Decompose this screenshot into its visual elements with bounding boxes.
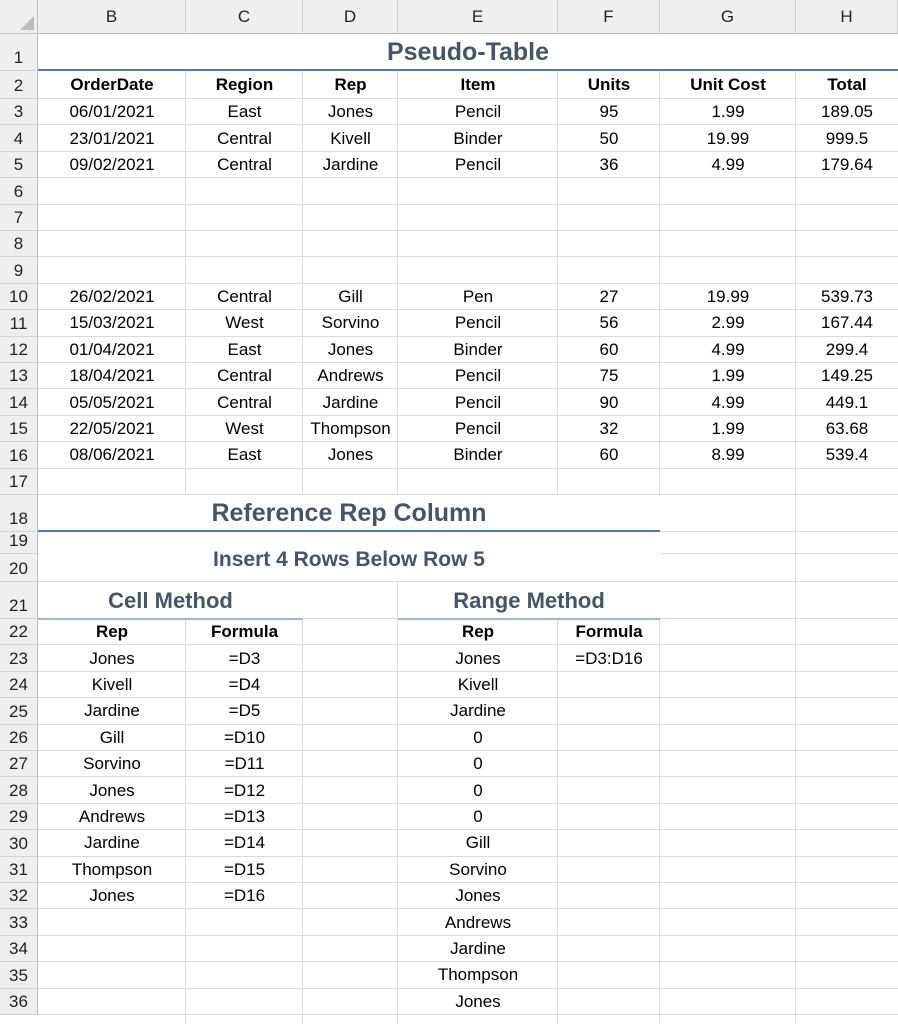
range-method-cell[interactable]: Jardine: [450, 938, 506, 958]
row-header-19[interactable]: 19: [0, 532, 38, 554]
table-cell[interactable]: 149.25: [821, 366, 873, 386]
table-cell[interactable]: 167.44: [821, 313, 873, 333]
table-header-cell[interactable]: Rep: [334, 75, 367, 94]
column-header-H[interactable]: H: [796, 0, 898, 34]
cell-method-title: Cell Method: [108, 587, 233, 613]
row-header-14[interactable]: 14: [0, 389, 38, 415]
table-cell[interactable]: 27: [599, 286, 619, 306]
table-cell[interactable]: 539.73: [821, 286, 873, 306]
row-header-36[interactable]: 36: [0, 989, 38, 1015]
table-cell[interactable]: Sorvino: [321, 313, 380, 333]
range-method-header[interactable]: Rep: [461, 622, 495, 642]
table-cell[interactable]: 4.99: [711, 339, 745, 359]
cell-method-cell[interactable]: Kivell: [91, 674, 133, 694]
cell-method-cell[interactable]: =D15: [223, 859, 266, 879]
range-method-cell[interactable]: 0: [473, 806, 483, 826]
table-cell[interactable]: 23/01/2021: [69, 128, 155, 148]
table-header-cell[interactable]: Region: [215, 75, 274, 94]
row-header-7[interactable]: 7: [0, 205, 38, 231]
table-cell[interactable]: Pencil: [454, 418, 502, 438]
row-header-11[interactable]: 11: [0, 310, 38, 336]
row-header-12[interactable]: 12: [0, 337, 38, 363]
range-method-cell[interactable]: Andrews: [444, 912, 512, 932]
table-cell[interactable]: 56: [599, 313, 619, 333]
row-header-5[interactable]: 5: [0, 152, 38, 178]
row-header-26[interactable]: 26: [0, 725, 38, 751]
table-cell[interactable]: 19.99: [706, 128, 750, 148]
reference-subtitle: Insert 4 Rows Below Row 5: [213, 548, 485, 571]
table-header-cell[interactable]: OrderDate: [70, 75, 154, 94]
range-method-header[interactable]: Formula: [575, 622, 643, 642]
cell-method-cell[interactable]: Jones: [89, 648, 135, 668]
select-all-corner[interactable]: [0, 0, 38, 34]
cell-method-header[interactable]: Formula: [210, 622, 279, 642]
range-method-cell[interactable]: 0: [473, 754, 483, 774]
row-header-34[interactable]: 34: [0, 936, 38, 962]
row-header-9[interactable]: 9: [0, 257, 38, 283]
range-method-cell[interactable]: Jones: [455, 648, 501, 668]
cell-method-cell[interactable]: Jardine: [84, 701, 140, 721]
cell-method-cell[interactable]: =D4: [228, 674, 261, 694]
cell-method-cell[interactable]: Jardine: [84, 833, 140, 853]
column-header-F[interactable]: F: [558, 0, 660, 34]
table-cell[interactable]: 09/02/2021: [69, 154, 155, 174]
range-method-cell[interactable]: Thompson: [437, 965, 519, 985]
table-cell[interactable]: 1.99: [711, 418, 745, 438]
range-method-cell[interactable]: 0: [473, 780, 483, 800]
cell-method-cell[interactable]: =D13: [223, 806, 266, 826]
table-cell[interactable]: Binder: [453, 445, 503, 465]
cell-method-cell[interactable]: Jones: [89, 780, 135, 800]
table-cell[interactable]: West: [225, 313, 264, 333]
row-header-4[interactable]: 4: [0, 125, 38, 151]
table-cell[interactable]: East: [227, 339, 262, 359]
table-cell[interactable]: Central: [217, 154, 272, 174]
table-cell[interactable]: 63.68: [825, 418, 869, 438]
range-method-cell[interactable]: Jones: [455, 886, 501, 906]
table-cell[interactable]: Jones: [327, 102, 374, 122]
table-cell[interactable]: 75: [599, 366, 619, 386]
row-header-18[interactable]: 18: [0, 495, 38, 532]
table-cell[interactable]: Jardine: [322, 154, 379, 174]
table-cell[interactable]: 4.99: [711, 154, 745, 174]
table-cell[interactable]: 90: [599, 392, 619, 412]
cell-method-header[interactable]: Rep: [95, 622, 129, 642]
table-cell[interactable]: Andrews: [317, 366, 384, 386]
table-cell[interactable]: 95: [599, 102, 619, 122]
grid-row-line: [38, 204, 898, 205]
row-header-21[interactable]: 21: [0, 582, 38, 619]
table-cell[interactable]: Thompson: [310, 418, 391, 438]
table-header-cell[interactable]: Item: [460, 75, 496, 94]
row-header-33[interactable]: 33: [0, 909, 38, 935]
table-cell[interactable]: Binder: [453, 128, 503, 148]
table-cell[interactable]: Pencil: [454, 102, 502, 122]
row-header-30[interactable]: 30: [0, 830, 38, 856]
table-cell[interactable]: 539.4: [825, 445, 869, 465]
table-cell[interactable]: Pencil: [454, 154, 502, 174]
table-cell[interactable]: Pen: [462, 286, 494, 306]
table-cell[interactable]: 05/05/2021: [69, 392, 155, 412]
table-cell[interactable]: 60: [599, 445, 619, 465]
table-cell[interactable]: Central: [217, 366, 272, 386]
cell-method-cell[interactable]: =D5: [228, 701, 261, 721]
table-cell[interactable]: Kivell: [330, 128, 371, 148]
row-header-25[interactable]: 25: [0, 698, 38, 724]
table-cell[interactable]: 449.1: [825, 392, 869, 412]
cell-method-cell[interactable]: Sorvino: [83, 754, 141, 774]
table-cell[interactable]: 8.99: [711, 445, 745, 465]
range-method-cell[interactable]: Gill: [465, 833, 491, 853]
cell-method-cell[interactable]: Jones: [89, 886, 135, 906]
table-cell[interactable]: 26/02/2021: [69, 286, 155, 306]
table-cell[interactable]: 18/04/2021: [69, 366, 155, 386]
row-header-27[interactable]: 27: [0, 751, 38, 777]
table-cell[interactable]: 15/03/2021: [69, 313, 155, 333]
table-cell[interactable]: 299.4: [825, 339, 869, 359]
table-cell[interactable]: 1.99: [711, 366, 745, 386]
row-header-1[interactable]: 1: [0, 34, 38, 71]
table-cell[interactable]: 19.99: [706, 286, 750, 306]
row-header-28[interactable]: 28: [0, 777, 38, 803]
cell-method-cell[interactable]: Andrews: [78, 806, 146, 826]
table-cell[interactable]: 50: [599, 128, 619, 148]
table-cell[interactable]: Jardine: [322, 392, 379, 412]
range-method-title: Range Method: [453, 587, 605, 613]
table-cell[interactable]: Central: [217, 286, 272, 306]
table-cell[interactable]: Pencil: [454, 392, 502, 412]
table-cell[interactable]: Pencil: [454, 366, 502, 386]
column-header-D[interactable]: D: [303, 0, 398, 34]
table-cell[interactable]: 36: [599, 154, 619, 174]
table-header-cell[interactable]: Unit Cost: [690, 75, 766, 94]
cell-method-cell[interactable]: Gill: [99, 727, 125, 747]
grid-row-line: [38, 230, 898, 231]
column-header-G[interactable]: G: [660, 0, 796, 34]
row-header-16[interactable]: 16: [0, 442, 38, 468]
reference-title: Reference Rep Column: [211, 499, 487, 527]
table-cell[interactable]: 179.64: [821, 154, 873, 174]
row-header-17[interactable]: 17: [0, 469, 38, 495]
row-header-20[interactable]: 20: [0, 554, 38, 582]
pseudo-table-title: Pseudo-Table: [386, 38, 550, 66]
table-cell[interactable]: 06/01/2021: [69, 102, 155, 122]
range-method-cell[interactable]: Kivell: [457, 674, 499, 694]
table-cell[interactable]: East: [227, 102, 262, 122]
column-header-E[interactable]: E: [398, 0, 558, 34]
table-cell[interactable]: 189.05: [821, 102, 873, 122]
grid-col-line: [795, 34, 796, 1024]
row-header-32[interactable]: 32: [0, 883, 38, 909]
range-method-cell[interactable]: 0: [473, 727, 483, 747]
row-header-2[interactable]: 2: [0, 71, 38, 99]
cell-method-cell[interactable]: =D14: [223, 833, 266, 853]
column-header-C[interactable]: C: [186, 0, 303, 34]
row-header-35[interactable]: 35: [0, 962, 38, 988]
column-header-B[interactable]: B: [38, 0, 186, 34]
row-header-3[interactable]: 3: [0, 99, 38, 125]
row-header-31[interactable]: 31: [0, 857, 38, 883]
range-method-cell[interactable]: Jones: [455, 991, 501, 1011]
table-cell[interactable]: Gill: [338, 286, 363, 306]
row-header-29[interactable]: 29: [0, 804, 38, 830]
cell-method-cell[interactable]: =D11: [224, 754, 265, 774]
table-cell[interactable]: 01/04/2021: [69, 339, 155, 359]
table-cell[interactable]: 22/05/2021: [69, 418, 155, 438]
table-cell[interactable]: Jones: [327, 445, 374, 465]
row-header-23[interactable]: 23: [0, 645, 38, 671]
table-cell[interactable]: 1.99: [711, 102, 745, 122]
range-method-cell[interactable]: Jardine: [450, 701, 506, 721]
table-cell[interactable]: West: [225, 418, 264, 438]
table-cell[interactable]: 999.5: [825, 128, 869, 148]
table-cell[interactable]: Binder: [453, 339, 503, 359]
cell-method-cell[interactable]: =D3: [228, 648, 261, 668]
cell-method-cell[interactable]: =D16: [223, 886, 266, 906]
table-cell[interactable]: 4.99: [711, 392, 745, 412]
table-cell[interactable]: 32: [599, 418, 619, 438]
row-header-13[interactable]: 13: [0, 363, 38, 389]
range-formula-cell[interactable]: =D3:D16: [575, 648, 643, 668]
row-header-8[interactable]: 8: [0, 231, 38, 257]
cell-method-cell[interactable]: Thompson: [71, 859, 153, 879]
table-header-cell[interactable]: Units: [587, 75, 631, 94]
select-all-triangle-icon: [20, 16, 34, 30]
row-header-15[interactable]: 15: [0, 416, 38, 442]
range-method-cell[interactable]: Sorvino: [449, 859, 507, 879]
table-cell[interactable]: Pencil: [454, 313, 502, 333]
table-cell[interactable]: Central: [217, 392, 272, 412]
table-header-cell[interactable]: Total: [827, 75, 867, 94]
row-header-6[interactable]: 6: [0, 178, 38, 204]
table-cell[interactable]: 2.99: [711, 313, 745, 333]
table-cell[interactable]: Central: [217, 128, 272, 148]
table-cell[interactable]: East: [227, 445, 262, 465]
table-cell[interactable]: 60: [599, 339, 619, 359]
cell-method-cell[interactable]: =D10: [223, 727, 266, 747]
row-header-24[interactable]: 24: [0, 672, 38, 698]
row-header-10[interactable]: 10: [0, 284, 38, 310]
table-cell[interactable]: Jones: [327, 339, 374, 359]
grid-row-line: [38, 256, 898, 257]
cell-method-cell[interactable]: =D12: [223, 780, 266, 800]
row-header-22[interactable]: 22: [0, 619, 38, 645]
table-cell[interactable]: 08/06/2021: [69, 445, 155, 465]
